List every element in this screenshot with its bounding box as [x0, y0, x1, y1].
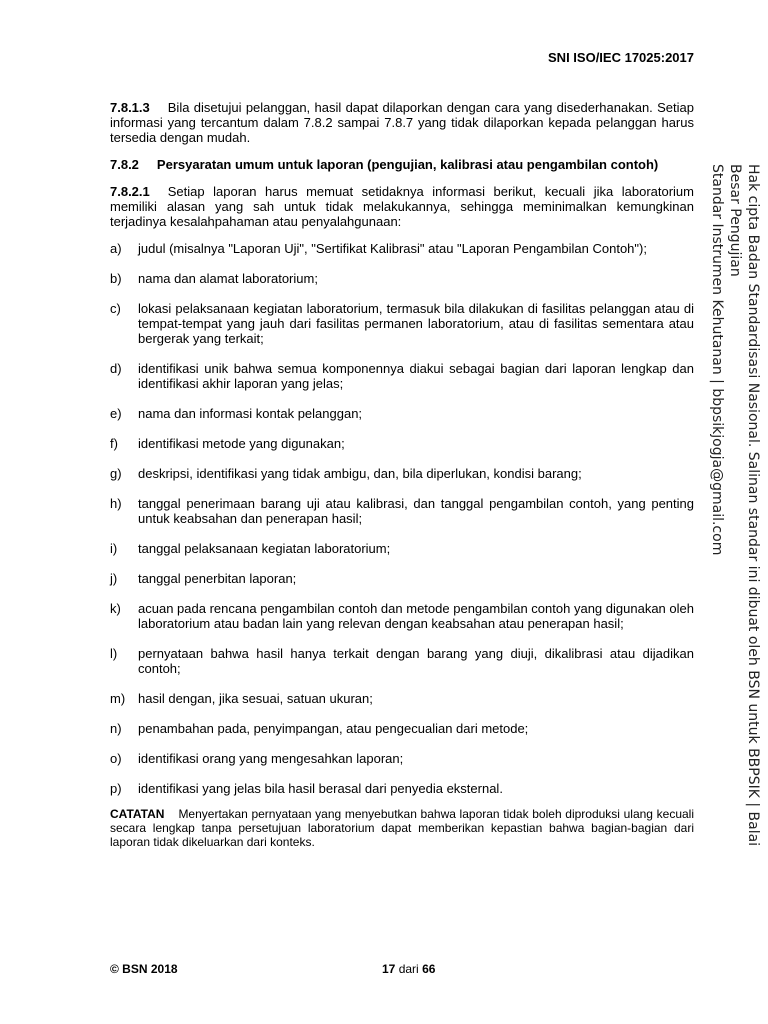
list-item — [110, 751, 694, 766]
page-current: 17 — [382, 962, 396, 976]
list-item — [110, 466, 694, 481]
page-total: 66 — [422, 962, 436, 976]
list-item-text: deskripsi, identifikasi yang tidak ambigu, dan, bila diperlukan, kondisi barang; — [138, 466, 582, 481]
list-item-text: lokasi pelaksanaan kegiatan laboratorium, termasuk bila dilakukan di fasilitas pelanggan atau di tempat-tempat yang jauh dari fasilitas permanen laboratorium, atau di fasilitas sementara atau bergerak yang terkait; — [138, 301, 694, 346]
note-label: CATATAN — [110, 807, 165, 821]
list-item-text: acuan pada rencana pengambilan contoh dan metode pengambilan contoh yang digunakan oleh laboratorium atau badan lain yang relevan dengan keabsahan atau penerapan hasil; — [138, 601, 694, 631]
list-item — [110, 361, 694, 391]
list-item-label: l) — [110, 646, 118, 661]
list-item-text: judul (misalnya "Laporan Uji", "Sertifikat Kalibrasi" atau "Laporan Pengambilan Contoh"); — [138, 241, 647, 256]
list-item — [110, 241, 694, 256]
list-item-text: hasil dengan, jika sesuai, satuan ukuran; — [138, 691, 373, 706]
page-number — [382, 962, 435, 976]
list-item-text: nama dan informasi kontak pelanggan; — [138, 406, 363, 421]
list-item-label: p) — [110, 781, 122, 796]
copyright-watermark — [709, 164, 762, 864]
list-item-label: f) — [110, 436, 118, 451]
list-item — [110, 691, 694, 706]
document-body — [110, 100, 694, 861]
list-item — [110, 601, 694, 631]
list-item — [110, 541, 694, 556]
standard-header: SNI ISO/IEC 17025:2017 — [548, 50, 694, 65]
list-item-label: g) — [110, 466, 122, 481]
clause-7-8-2-1 — [110, 184, 694, 229]
list-item-label: a) — [110, 241, 122, 256]
list-item-label: h) — [110, 496, 122, 511]
section-title: Persyaratan umum untuk laporan (pengujian, kalibrasi atau pengambilan contoh) — [156, 157, 659, 172]
list-item-label: j) — [110, 571, 118, 586]
list-item — [110, 721, 694, 736]
page-of: dari — [398, 962, 419, 976]
list-item — [110, 436, 694, 451]
clause-text: Setiap laporan harus memuat setidaknya informasi berikut, kecuali jika laboratorium memiliki alasan yang sah untuk tidak melakukannya, sehingga meminimalkan kemungkinan terjadinya kesalahpahaman atau penyalahgunaan: — [110, 184, 694, 229]
note — [110, 807, 694, 849]
list-item-text: pernyataan bahwa hasil hanya terkait dengan barang yang diuji, dikalibrasi atau dijadikan contoh; — [138, 646, 694, 676]
list-item — [110, 271, 694, 286]
section-7-8-2-heading — [110, 157, 694, 172]
clause-text: Bila disetujui pelanggan, hasil dapat dilaporkan dengan cara yang disederhanakan. Setiap informasi yang tercantum dalam 7.8.2 sampai 7.8.7 yang tidak dilaporkan kepada pelanggan harus tersedia dengan mudah. — [110, 100, 694, 145]
list-item-text: identifikasi orang yang mengesahkan laporan; — [138, 751, 404, 766]
note-text: Menyertakan pernyataan yang menyebutkan bahwa laporan tidak boleh diproduksi ulang kecuali secara lengkap tanpa persetujuan laboratorium dapat memberikan kepastian bahwa bagian-bagian dari laporan tidak dikeluarkan dari konteks. — [110, 807, 694, 849]
requirement-list — [110, 241, 694, 796]
watermark-line-1: Hak cipta Badan Standardisasi Nasional. Salinan standar ini dibuat oleh BSN untuk BBPSIK | Balai Besar Pengujian — [727, 164, 761, 847]
list-item-label: b) — [110, 271, 122, 286]
list-item-text: nama dan alamat laboratorium; — [138, 271, 318, 286]
list-item-text: identifikasi metode yang digunakan; — [138, 436, 345, 451]
list-item-label: c) — [110, 301, 121, 316]
list-item — [110, 781, 694, 796]
list-item-text: penambahan pada, penyimpangan, atau pengecualian dari metode; — [138, 721, 529, 736]
list-item — [110, 301, 694, 346]
list-item-text: identifikasi unik bahwa semua komponennya diakui sebagai bagian dari laporan lengkap dan identifikasi akhir laporan yang jelas; — [138, 361, 694, 391]
list-item-label: d) — [110, 361, 122, 376]
section-number: 7.8.2 — [110, 157, 139, 172]
list-item-text: tanggal pelaksanaan kegiatan laboratorium; — [138, 541, 391, 556]
list-item — [110, 406, 694, 421]
clause-7-8-1-3 — [110, 100, 694, 145]
list-item — [110, 571, 694, 586]
list-item — [110, 496, 694, 526]
clause-number: 7.8.1.3 — [110, 100, 150, 115]
list-item-label: i) — [110, 541, 118, 556]
list-item — [110, 646, 694, 676]
list-item-label: n) — [110, 721, 122, 736]
list-item-text: identifikasi yang jelas bila hasil berasal dari penyedia eksternal. — [138, 781, 503, 796]
list-item-label: m) — [110, 691, 126, 706]
copyright: © BSN 2018 — [110, 962, 178, 976]
clause-number: 7.8.2.1 — [110, 184, 150, 199]
list-item-label: e) — [110, 406, 122, 421]
list-item-text: tanggal penerimaan barang uji atau kalibrasi, dan tanggal pengambilan contoh, yang penting untuk keabsahan dan penerapan hasil; — [138, 496, 694, 526]
watermark-line-2: Standar Instrumen Kehutanan | bbpsikjogja@gmail.com — [709, 164, 725, 556]
list-item-text: tanggal penerbitan laporan; — [138, 571, 297, 586]
list-item-label: k) — [110, 601, 121, 616]
list-item-label: o) — [110, 751, 122, 766]
